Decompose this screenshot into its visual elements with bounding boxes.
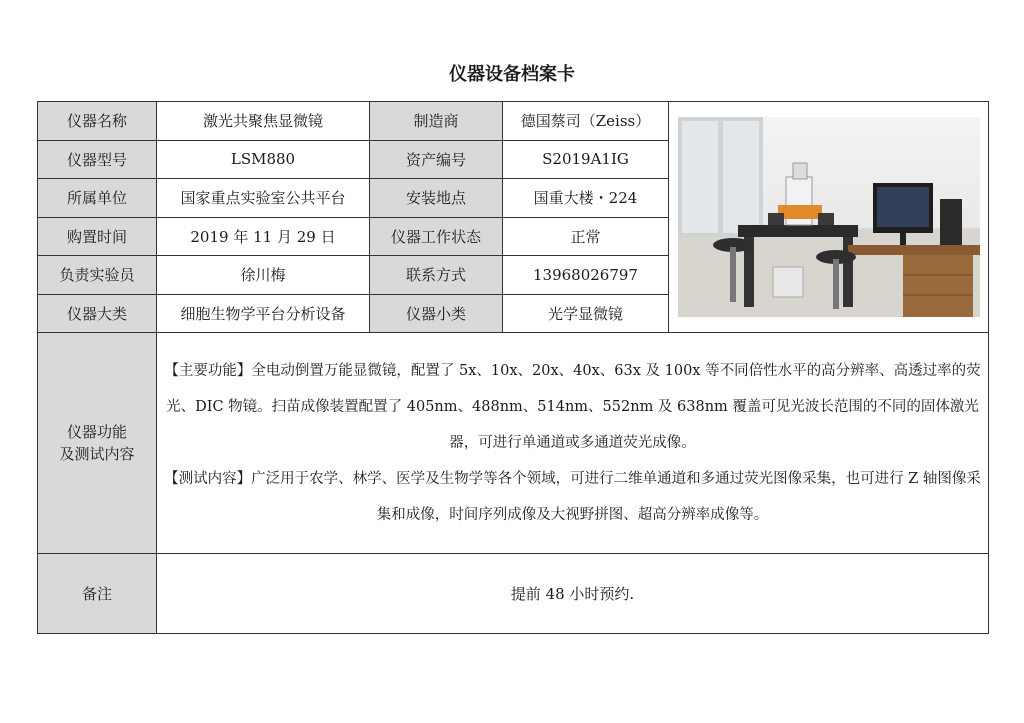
- label-function: [38, 333, 157, 554]
- label-function-line1: 仪器功能: [66, 423, 127, 441]
- value-asset-number: S2019A1IG: [503, 140, 669, 179]
- value-subcategory: 光学显微镜: [503, 294, 669, 333]
- instrument-photo: [678, 117, 980, 317]
- main-function-text: 【主要功能】全电动倒置万能显微镜，配置了 5x、10x、20x、40x、63x 及 100x 等不同倍性水平的高分辨率、高透过率的荧光、DIC 物镜。扫苗成像装置配置了 405nm、488nm、514nm、552nm 及 638nm 覆盖可见光波长范围的不同的固体激光器，可进行单通道或多通道荧光成像。: [164, 363, 981, 451]
- value-contact: 13968026797: [503, 256, 669, 295]
- label-location: 安装地点: [370, 179, 503, 218]
- value-department: 国家重点实验室公共平台: [157, 179, 370, 218]
- table-row: [38, 102, 989, 141]
- label-instrument-name: 仪器名称: [38, 102, 157, 141]
- page-title: 仪器设备档案卡: [449, 64, 575, 85]
- label-department: 所属单位: [38, 179, 157, 218]
- label-manufacturer: 制造商: [370, 102, 503, 141]
- label-category: 仪器大类: [38, 294, 157, 333]
- table-row-function: [38, 333, 989, 554]
- table-row-remark: [38, 554, 989, 634]
- label-subcategory: 仪器小类: [370, 294, 503, 333]
- value-manufacturer: 德国蔡司（Zeiss）: [503, 102, 669, 141]
- value-technician: 徐川梅: [157, 256, 370, 295]
- test-content-text: 【测试内容】广泛用于农学、林学、医学及生物学等各个领域，可进行二维单通道和多通过荧光图像采集，也可进行 Z 轴图像采集和成像，时间序列成像及大视野拼图、超高分辨率成像等。: [164, 471, 981, 523]
- label-asset-number: 资产编号: [370, 140, 503, 179]
- value-remark: 提前 48 小时预约.: [157, 554, 989, 634]
- equipment-card-table: [37, 101, 989, 634]
- label-status: 仪器工作状态: [370, 217, 503, 256]
- label-model: 仪器型号: [38, 140, 157, 179]
- label-contact: 联系方式: [370, 256, 503, 295]
- value-model: LSM880: [157, 140, 370, 179]
- label-technician: 负责实验员: [38, 256, 157, 295]
- label-purchase-date: 购置时间: [38, 217, 157, 256]
- value-instrument-name: 激光共聚焦显微镜: [157, 102, 370, 141]
- instrument-photo-cell: [669, 102, 989, 333]
- label-function-line2: 及测试内容: [59, 445, 135, 463]
- function-content: [157, 333, 989, 554]
- value-location: 国重大楼・224: [503, 179, 669, 218]
- microscope-lab-image: [678, 117, 980, 317]
- value-category: 细胞生物学平台分析设备: [157, 294, 370, 333]
- value-status: 正常: [503, 217, 669, 256]
- label-remark: 备注: [38, 554, 157, 634]
- value-purchase-date: 2019 年 11 月 29 日: [157, 217, 370, 256]
